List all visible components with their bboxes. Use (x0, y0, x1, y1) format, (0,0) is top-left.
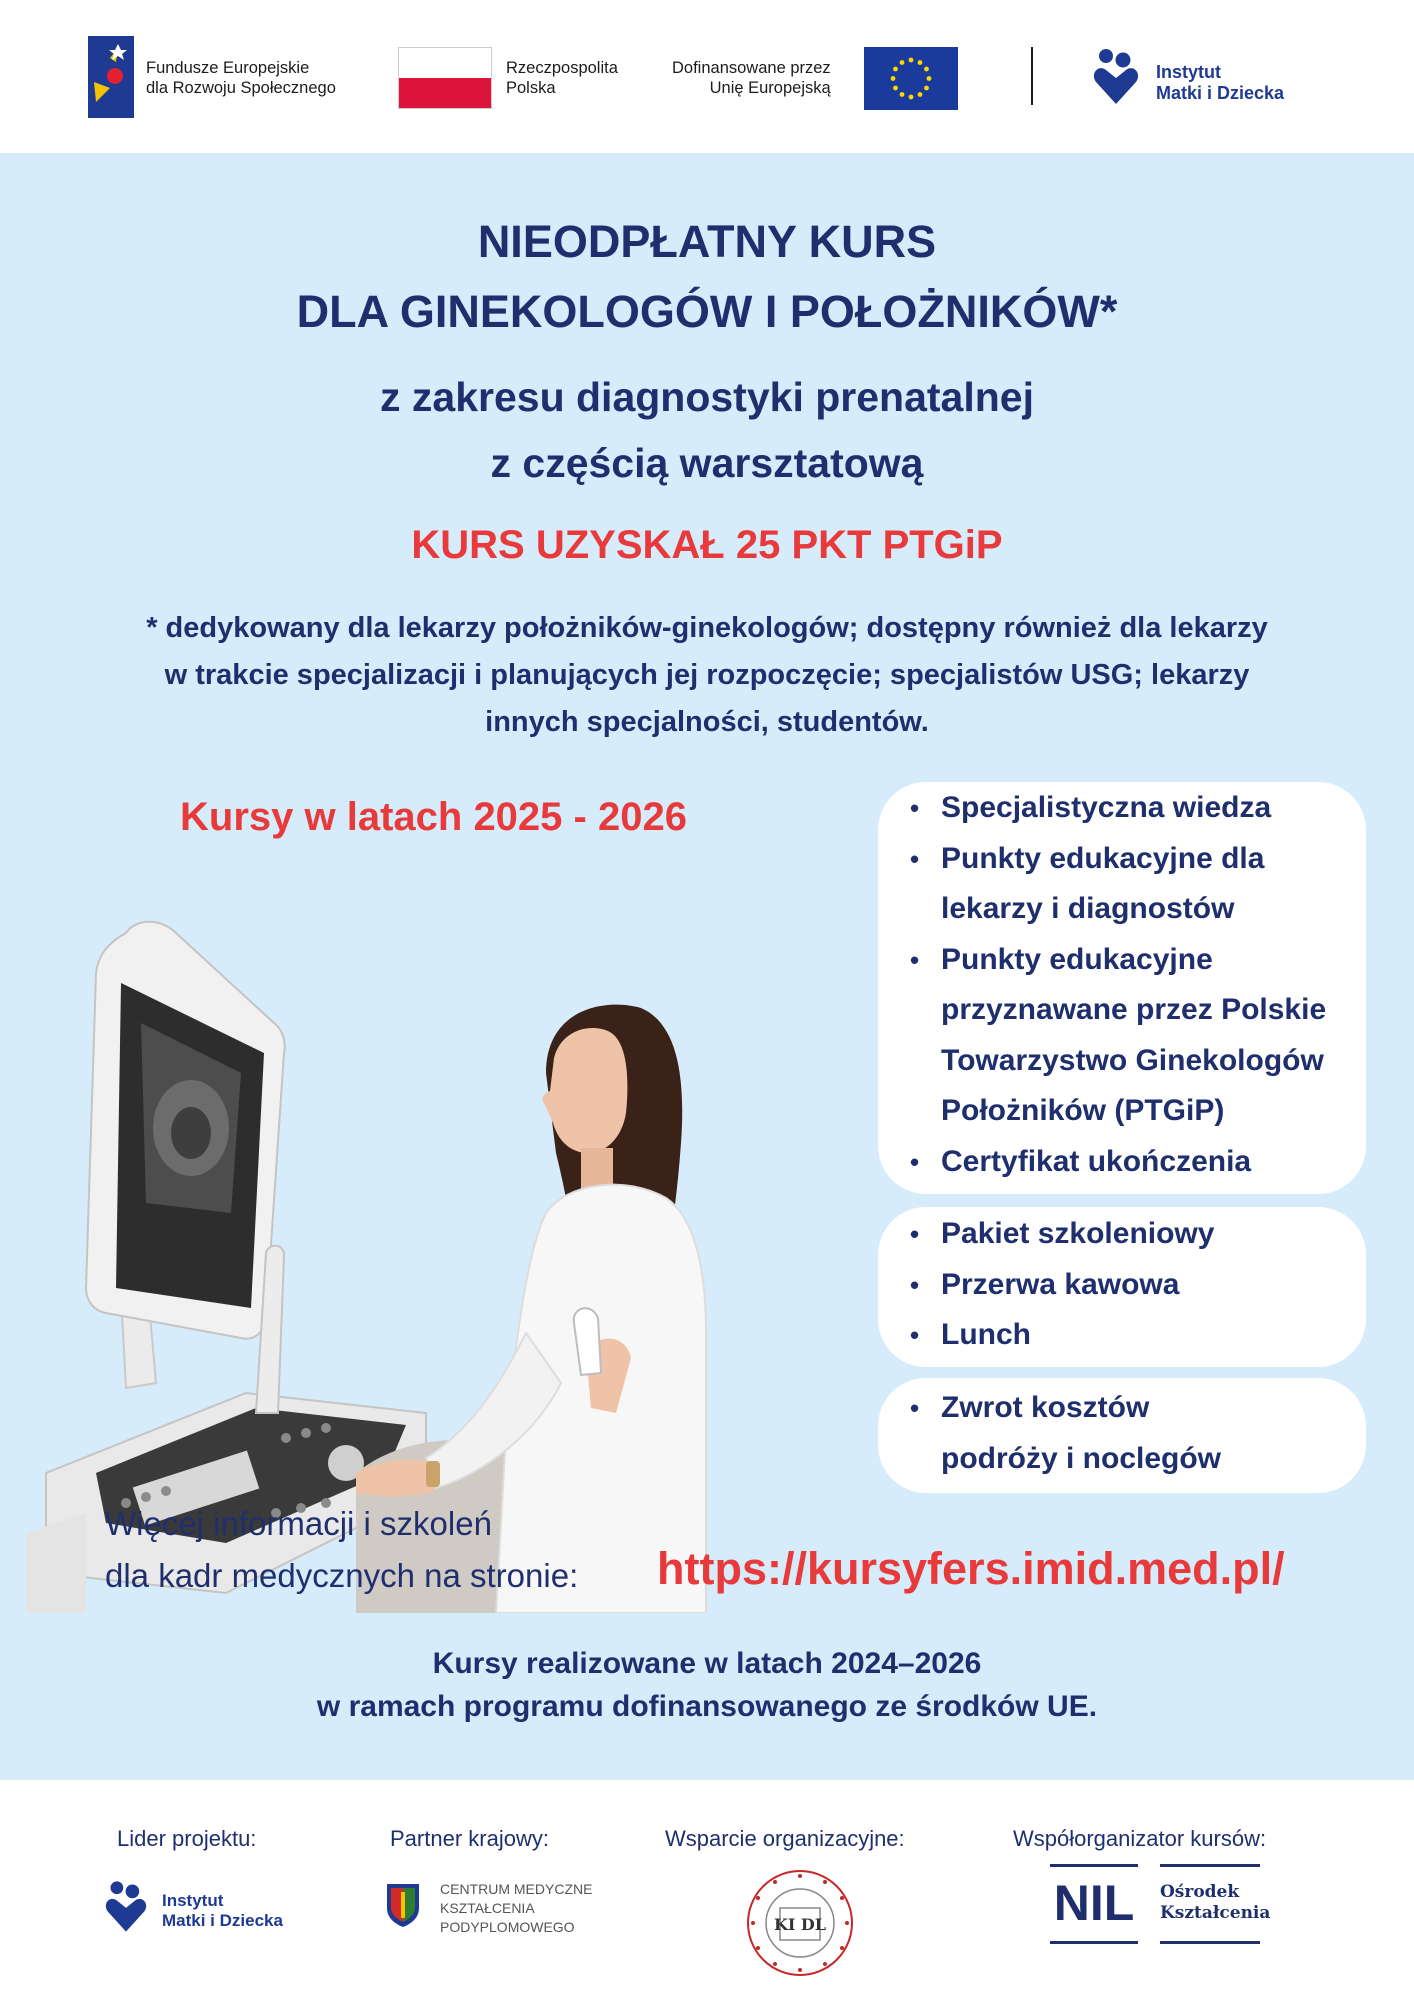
title-line-2: DLA GINEKOLOGÓW I POŁOŻNIKÓW* (296, 286, 1118, 337)
nil-sub-line-2: Kształcenia (1160, 1903, 1271, 1923)
fe-text-line-2: dla Rozwoju Społecznego (146, 79, 336, 97)
info-line-1: Więcej informacji i szkoleń (105, 1505, 492, 1542)
fe-text-line-1: Fundusze Europejskie (146, 59, 310, 77)
cmkp-line-2: KSZTAŁCENIA (440, 1900, 535, 1916)
info-text (105, 1498, 578, 1602)
benefit-continuation-text: przyznawane przez Polskie (941, 993, 1327, 1026)
ue-text-line-1: Dofinansowane przez (672, 59, 831, 77)
fundusze-europejskie-logo-icon (88, 36, 134, 118)
benefits-list-1 (908, 783, 1326, 1187)
benefit-item-continuation (908, 1434, 1221, 1485)
benefits-list-3 (908, 1383, 1221, 1484)
benefit-item-continuation (908, 985, 1326, 1036)
ue-text-line-2: Unię Europejską (709, 79, 831, 97)
info-line-2: dla kadr medycznych na stronie: (105, 1557, 579, 1594)
nil-text: NIL (1053, 1875, 1135, 1931)
imid-heart-icon (105, 1880, 147, 1932)
fe-logo-text (146, 58, 336, 98)
imid-bottom-text (162, 1891, 283, 1931)
leader-label: Lider projektu: (117, 1826, 257, 1851)
benefits-list-2 (908, 1209, 1214, 1361)
partner-label: Partner krajowy: (390, 1826, 549, 1851)
imid-bottom-line-2: Matki i Dziecka (162, 1911, 283, 1930)
main-panel (0, 153, 1414, 1780)
imid-heart-icon (1093, 48, 1139, 104)
nil-logo (1050, 1864, 1271, 1944)
funding-note-line-1: Kursy realizowane w latach 2024–2026 (432, 1647, 982, 1680)
benefit-continuation-text: lekarzy i diagnostów (941, 892, 1235, 925)
polish-flag-icon (398, 47, 492, 109)
rp-logo-text (506, 58, 618, 98)
nil-subtitle (1160, 1882, 1270, 1924)
benefit-item: • Przerwa kawowa (908, 1260, 1214, 1311)
benefit-item-continuation (908, 1036, 1326, 1087)
ue-logo-text (672, 58, 831, 98)
logo-bar (0, 0, 1414, 153)
points-headline: KURS UZYSKAŁ 25 PKT PTGiP (411, 523, 1003, 567)
kidl-seal-text: KI DL (773, 1915, 827, 1934)
nil-sub-line-1: Ośrodek (1160, 1882, 1240, 1902)
benefit-item: • Certyfikat ukończenia (908, 1137, 1326, 1188)
cmkp-line-1: CENTRUM MEDYCZNE (440, 1881, 593, 1897)
audience-note-line-1: * dedykowany dla lekarzy położników-ginekologów; dostępny również dla lekarzy (146, 612, 1268, 644)
benefit-item: • Specjalistyczna wiedza (908, 783, 1326, 834)
subtitle-line-1: z zakresu diagnostyki prenatalnej (380, 374, 1034, 420)
benefit-item-continuation (908, 1086, 1326, 1137)
logo-separator (1031, 47, 1033, 105)
years-label: Kursy w latach 2025 - 2026 (180, 795, 687, 839)
rp-text-line-2: Polska (506, 79, 556, 97)
coorganizer-label: Współorganizator kursów: (1013, 1826, 1267, 1851)
imid-top-line-2: Matki i Dziecka (1156, 83, 1285, 103)
imid-bottom-line-1: Instytut (162, 1891, 224, 1910)
benefit-continuation-text: Położników (PTGiP) (941, 1094, 1225, 1127)
course-url-link[interactable]: https://kursyfers.imid.med.pl/ (657, 1543, 1285, 1594)
audience-note-line-3: innych specjalności, studentów. (485, 706, 929, 738)
support-label: Wsparcie organizacyjne: (665, 1826, 905, 1851)
benefit-item: • Zwrot kosztów (908, 1383, 1221, 1434)
imid-top-line-1: Instytut (1156, 62, 1221, 82)
subtitle-line-2: z częścią warsztatową (490, 440, 924, 486)
benefit-continuation-text: podróży i noclegów (941, 1441, 1222, 1475)
eu-flag-icon (864, 47, 958, 110)
imid-top-text (1156, 62, 1284, 104)
partners-bar (0, 1780, 1414, 2000)
audience-note-line-2: w trakcie specjalizacji i planujących jej rozpoczęcie; specjalistów USG; lekarzy (164, 659, 1250, 691)
benefit-item: • Lunch (908, 1310, 1214, 1361)
benefit-continuation-text: Towarzystwo Ginekologów (941, 1043, 1324, 1077)
benefit-item: • Pakiet szkoleniowy (908, 1209, 1214, 1260)
benefit-item: • Punkty edukacyjne dla (908, 834, 1326, 885)
cmkp-line-3: PODYPLOMOWEGO (440, 1919, 575, 1935)
cmkp-shield-icon (385, 1882, 421, 1928)
rp-text-line-1: Rzeczpospolita (506, 59, 618, 77)
benefit-item: • Punkty edukacyjne (908, 935, 1326, 986)
funding-note-line-2: w ramach programu dofinansowanego ze środków UE. (316, 1690, 1098, 1723)
benefit-item-continuation (908, 884, 1326, 935)
title-line-1: NIEODPŁATNY KURS (477, 216, 937, 267)
kidl-seal-icon (745, 1868, 855, 1978)
cmkp-text (440, 1880, 592, 1937)
